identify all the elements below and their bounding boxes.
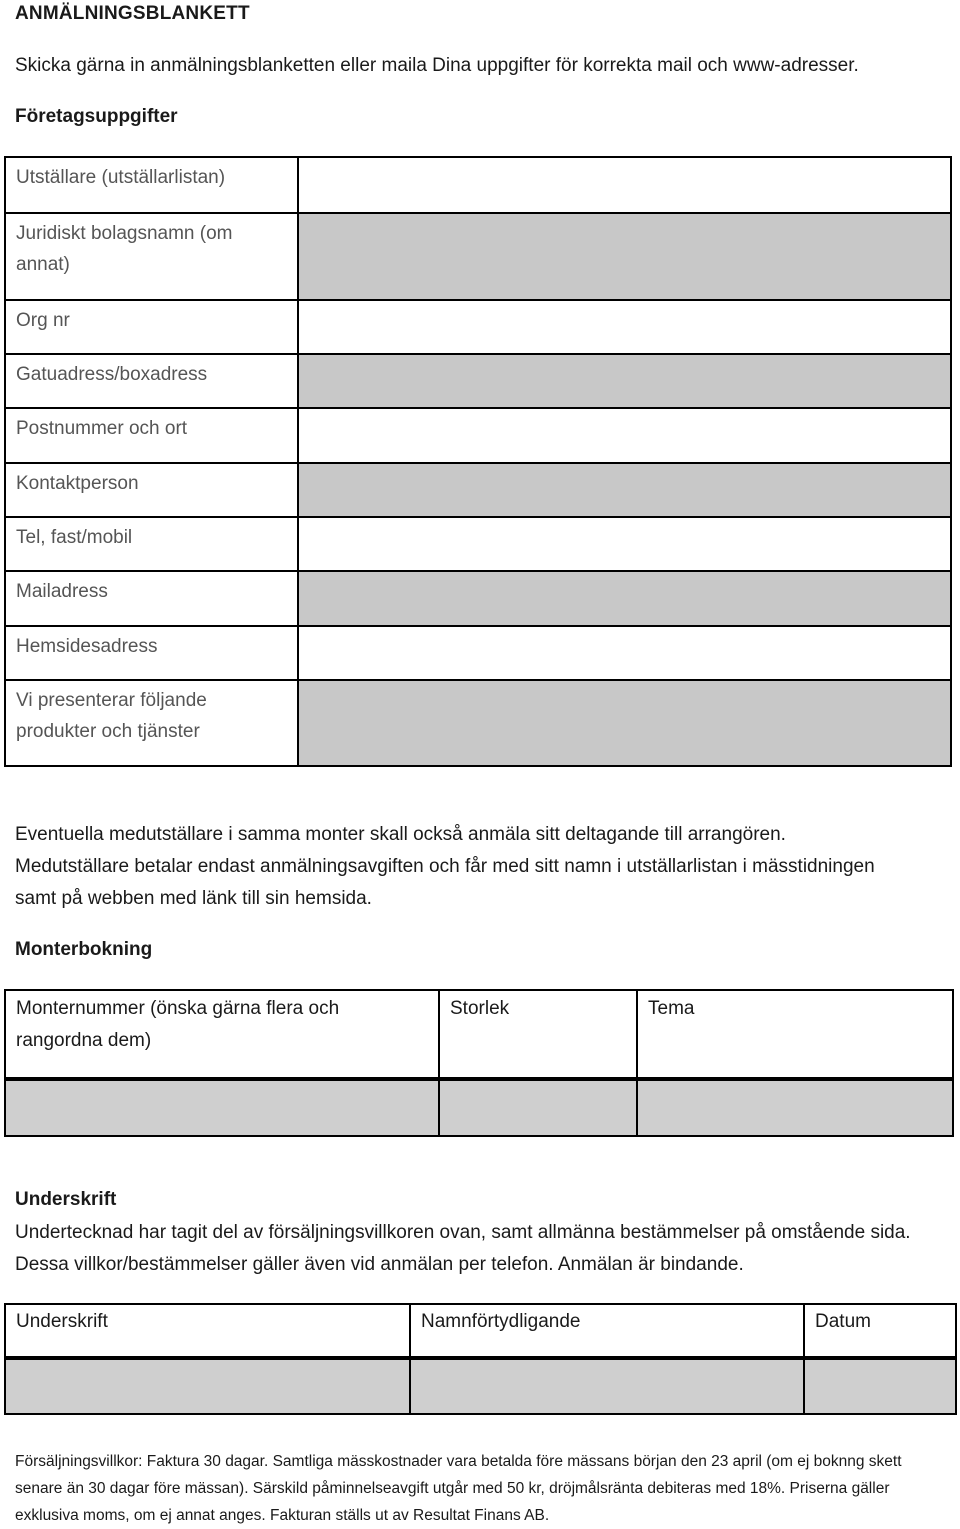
org-number-field[interactable]	[298, 300, 951, 354]
field-label: Kontaktperson	[5, 463, 298, 517]
field-label: Org nr	[5, 300, 298, 354]
booth-number-field[interactable]	[5, 1079, 439, 1136]
name-clarification-header: Namnförtydligande	[410, 1304, 804, 1358]
date-field[interactable]	[804, 1358, 956, 1414]
street-address-field[interactable]	[298, 354, 951, 408]
exhibitor-name-field[interactable]	[298, 157, 951, 213]
field-label: Juridiskt bolagsnamn (om annat)	[5, 213, 298, 300]
field-label: Gatuadress/boxadress	[5, 354, 298, 408]
company-row	[5, 680, 951, 766]
field-label: Vi presenterar följande produkter och tjänster	[5, 680, 298, 766]
booth-input-row	[5, 1079, 953, 1136]
company-row	[5, 354, 951, 408]
postal-city-field[interactable]	[298, 408, 951, 463]
email-field[interactable]	[298, 571, 951, 626]
company-row	[5, 300, 951, 354]
signature-field[interactable]	[5, 1358, 410, 1414]
booth-section-heading: Monterbokning	[15, 939, 153, 960]
company-row	[5, 626, 951, 680]
field-label: Utställare (utställarlistan)	[5, 157, 298, 213]
signature-terms-text: Undertecknad har tagit del av försäljningsvillkoren ovan, samt allmänna bestämmelser på omstående sida. Dessa villkor/bestämmelser gäller även vid anmälan per telefon. Anmälan är bindande.	[15, 1222, 911, 1275]
signature-table	[4, 1303, 957, 1415]
field-label: Hemsidesadress	[5, 626, 298, 680]
company-row	[5, 463, 951, 517]
products-services-field[interactable]	[298, 680, 951, 766]
phone-field[interactable]	[298, 517, 951, 571]
date-header: Datum	[804, 1304, 956, 1358]
theme-field[interactable]	[637, 1079, 953, 1136]
theme-header: Tema	[637, 990, 953, 1079]
signature-section-heading: Underskrift	[15, 1189, 117, 1210]
website-field[interactable]	[298, 626, 951, 680]
contact-person-field[interactable]	[298, 463, 951, 517]
booth-number-header: Monternummer (önska gärna flera och rangordna dem)	[5, 990, 439, 1079]
name-clarification-field[interactable]	[410, 1358, 804, 1414]
sales-terms-footer: Försäljningsvillkor: Faktura 30 dagar. Samtliga mässkostnader vara betalda före mässans början den 23 april (om ej boknng skett senare än 30 dagar före mässan). Särskild påminnelseavgift utgår med 50 kr, dröjmålsränta debiteras med 18%. Priserna gäller exklusiva moms, om ej annat anges. Fakturan ställs ut av Resultat Finans AB.	[15, 1453, 902, 1524]
company-table	[4, 156, 952, 767]
booth-table	[4, 989, 954, 1137]
form-title: ANMÄLNINGSBLANKETT	[15, 3, 250, 24]
company-row	[5, 408, 951, 463]
intro-text: Skicka gärna in anmälningsblanketten eller maila Dina uppgifter för korrekta mail och www-adresser.	[15, 55, 859, 76]
booth-header-row	[5, 990, 953, 1079]
company-row	[5, 571, 951, 626]
company-row	[5, 517, 951, 571]
field-label: Tel, fast/mobil	[5, 517, 298, 571]
signature-header-row	[5, 1304, 956, 1358]
coexhibitor-text: Eventuella medutställare i samma monter skall också anmäla sitt deltagande till arrangören. Medutställare betalar endast anmälningsavgiften och får med sitt namn i utställarlistan i mässtidningen samt på webben med länk till sin hemsida.	[15, 824, 875, 909]
size-field[interactable]	[439, 1079, 637, 1136]
signature-header: Underskrift	[5, 1304, 410, 1358]
legal-name-field[interactable]	[298, 213, 951, 300]
signature-input-row	[5, 1358, 956, 1414]
company-section-heading: Företagsuppgifter	[15, 106, 178, 127]
company-row	[5, 213, 951, 300]
company-row	[5, 157, 951, 213]
size-header: Storlek	[439, 990, 637, 1079]
field-label: Mailadress	[5, 571, 298, 626]
field-label: Postnummer och ort	[5, 408, 298, 463]
